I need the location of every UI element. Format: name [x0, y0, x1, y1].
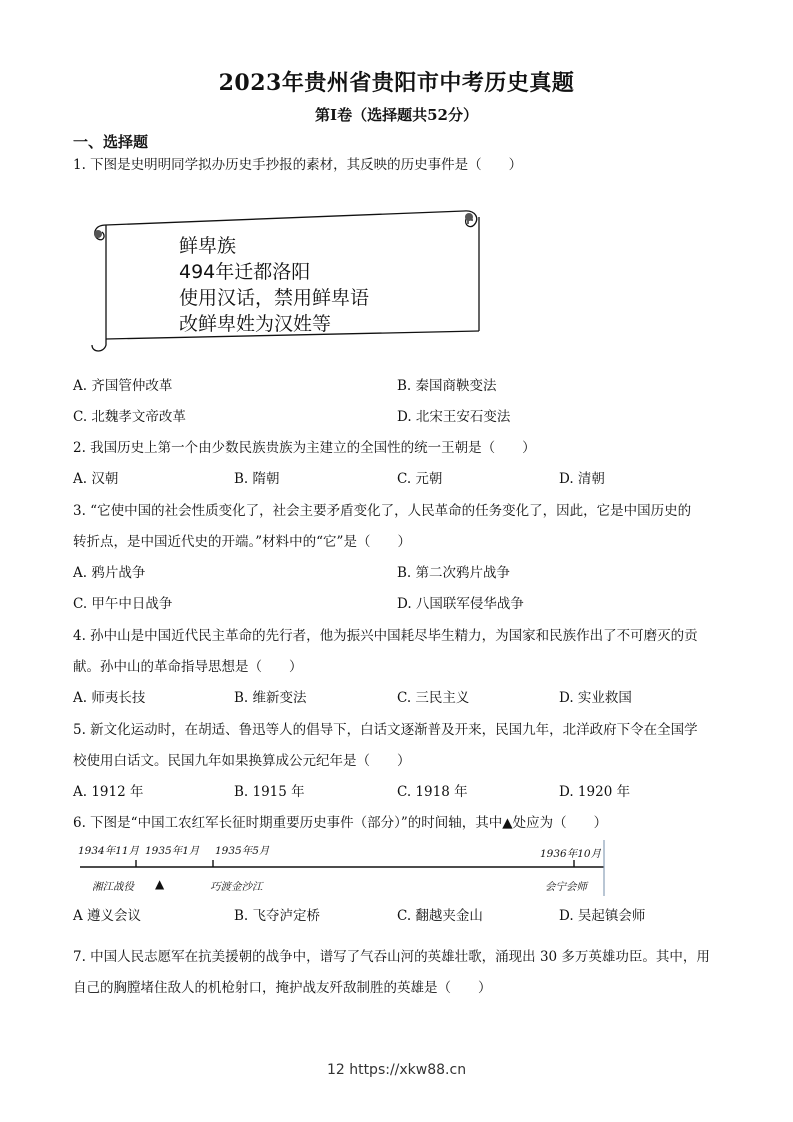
timeline-event: 湘江战役 [92, 881, 134, 893]
scroll-line: 494年迁都洛阳 [179, 261, 311, 283]
question-5-stem-line1: 5. 新文化运动时，在胡适、鲁迅等人的倡导下，白话文逐渐普及开来，民国九年，北洋政府下令在全国学 [73, 722, 698, 738]
scroll-line: 改鲜卑姓为汉姓等 [179, 313, 332, 335]
q2-option-b: B. 隋朝 [234, 471, 280, 487]
page-subtitle: 第Ⅰ卷（选择题共52分） [315, 106, 478, 124]
q3-option-b: B. 第二次鸦片战争 [397, 565, 511, 581]
q4-option-d: D. 实业救国 [559, 690, 632, 706]
timeline-date: 1935年5月 [215, 845, 270, 857]
q6-option-c: C. 翻越夹金山 [397, 908, 483, 924]
timeline-date: 1935年1月 [145, 845, 200, 857]
q2-option-d: D. 清朝 [559, 471, 605, 487]
question-6-stem: 6. 下图是“中国工农红军长征时期重要历史事件（部分）”的时间轴，其中▲处应为（ ） [73, 815, 608, 831]
question-3-stem-line2: 转折点，是中国近代史的开端。”材料中的“它”是（ ） [73, 534, 411, 550]
q1-option-a: A. 齐国管仲改革 [73, 378, 173, 394]
q4-option-c: C. 三民主义 [397, 690, 470, 706]
question-7-stem-line1: 7. 中国人民志愿军在抗美援朝的战争中，谱写了气吞山河的英雄壮歌，涌现出 30 多万英雄功臣。其中，用 [73, 949, 710, 965]
page-footer: 12 https://xkw88.cn [326, 1062, 467, 1078]
scroll-text [179, 233, 369, 337]
triangle-marker-icon: ▲ [155, 877, 165, 891]
q4-option-b: B. 维新变法 [234, 690, 307, 706]
scroll-line: 使用汉话，禁用鲜卑语 [179, 287, 370, 309]
question-7-stem-line2: 自己的胸膛堵住敌人的机枪射口，掩护战友歼敌制胜的英雄是（ ） [73, 980, 492, 996]
timeline-date: 1934年11月 [78, 845, 140, 857]
q4-option-a: A. 师夷长技 [73, 690, 146, 706]
question-1-stem: 1. 下图是史明明同学拟办历史手抄报的素材，其反映的历史事件是（ ） [73, 157, 523, 173]
timeline-date: 1936年10月 [540, 848, 602, 860]
q6-option-b: B. 飞夺泸定桥 [234, 908, 321, 924]
q3-option-d: D. 八国联军侵华战争 [397, 596, 524, 612]
q5-option-b: B. 1915 年 [234, 784, 305, 800]
q1-option-b: B. 秦国商鞅变法 [397, 378, 497, 394]
q6-option-d: D. 吴起镇会师 [559, 908, 646, 924]
question-4-stem-line2: 献。孙中山的革命指导思想是（ ） [73, 659, 303, 675]
question-3-stem-line1: 3. “它使中国的社会性质变化了，社会主要矛盾变化了，人民革命的任务变化了，因此，它是中国历史的 [73, 503, 692, 519]
question-4-stem-line1: 4. 孙中山是中国近代民主革命的先行者，他为振兴中国耗尽毕生精力，为国家和民族作出了不可磨灭的贡 [73, 628, 698, 644]
timeline-event: 会宁会师 [545, 881, 587, 893]
page-title: 2023年贵州省贵阳市中考历史真题 [218, 70, 575, 96]
q1-option-c: C. 北魏孝文帝改革 [73, 409, 186, 425]
q6-option-a: A 遵义会议 [73, 908, 142, 924]
q5-option-a: A. 1912 年 [73, 784, 144, 800]
q3-option-c: C. 甲午中日战争 [73, 596, 173, 612]
q2-option-c: C. 元朝 [397, 471, 443, 487]
q5-option-c: C. 1918 年 [397, 784, 468, 800]
question-2-stem: 2. 我国历史上第一个由少数民族贵族为主建立的全国性的统一王朝是（ ） [73, 440, 536, 456]
q5-option-d: D. 1920 年 [559, 784, 631, 800]
q3-option-a: A. 鸦片战争 [73, 565, 146, 581]
question-5-stem-line2: 校使用白话文。民国九年如果换算成公元纪年是（ ） [73, 753, 411, 769]
q1-option-d: D. 北宋王安石变法 [397, 409, 511, 425]
scroll-line: 鲜卑族 [179, 235, 237, 257]
timeline-event: 巧渡金沙江 [210, 881, 263, 893]
q2-option-a: A. 汉朝 [73, 471, 119, 487]
section-heading: 一、选择题 [73, 133, 149, 151]
